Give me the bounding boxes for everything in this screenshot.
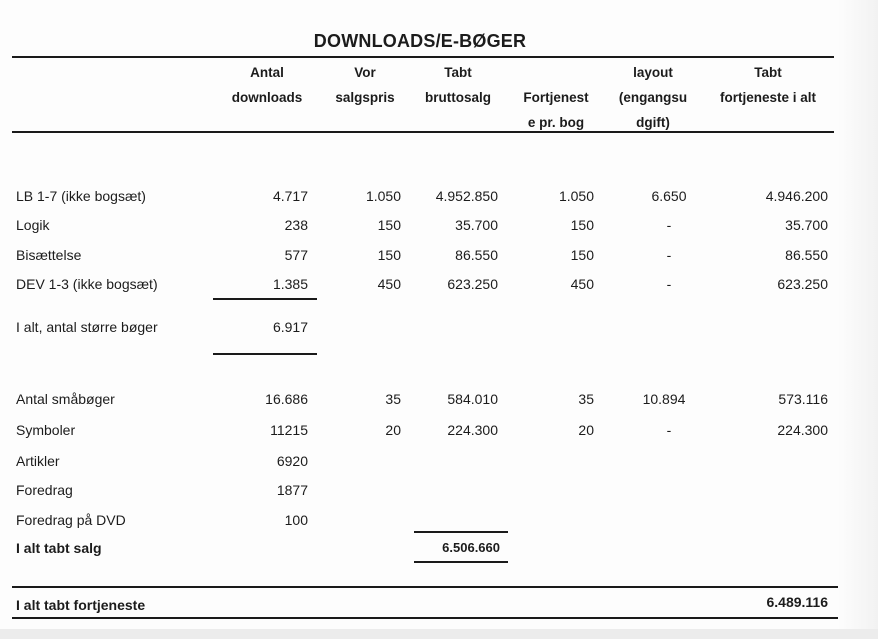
cell-fort: 1.050 xyxy=(558,188,594,204)
cell-antal: 16.686 xyxy=(265,391,308,407)
cell-tabt: 35.700 xyxy=(455,217,498,233)
subtotal-rule-bottom xyxy=(213,353,317,355)
row-label: Bisættelse xyxy=(16,247,82,263)
cell-antal: 1.385 xyxy=(272,276,308,292)
header-tabt-bruttosalg: Tabt bruttosalg xyxy=(425,65,491,105)
row-label: Logik xyxy=(16,217,50,233)
rule-under-title xyxy=(12,56,834,58)
row-label: Artikler xyxy=(16,453,60,469)
cell-tabt-fort: 4.946.200 xyxy=(765,188,828,204)
total-profit-value: 6.489.116 xyxy=(766,594,828,610)
cell-fort: 150 xyxy=(570,247,594,263)
scan-edge-bottom xyxy=(0,629,878,639)
cell-vor: 35 xyxy=(385,391,401,407)
cell-tabt-fort: 224.300 xyxy=(777,422,828,438)
header-fortjeneste-pr-bog: Fortjenest e pr. bog xyxy=(523,90,589,130)
header-antal-downloads: Antal downloads xyxy=(231,65,303,105)
cell-tabt: 623.250 xyxy=(447,276,498,292)
cell-vor: 150 xyxy=(377,217,401,233)
header-layout: layout (engangsu dgift) xyxy=(618,65,688,130)
cell-antal: 6920 xyxy=(276,453,308,469)
cell-antal: 11215 xyxy=(270,422,308,438)
total-sales-rule-top xyxy=(414,531,508,533)
final-rule-top xyxy=(12,586,838,588)
row-label: LB 1-7 (ikke bogsæt) xyxy=(16,188,146,204)
total-sales-value: 6.506.660 xyxy=(442,540,500,555)
cell-layout: - xyxy=(666,217,672,233)
cell-tabt: 224.300 xyxy=(447,422,498,438)
cell-antal: 238 xyxy=(284,217,308,233)
cell-antal: 100 xyxy=(284,512,308,528)
cell-antal: 1877 xyxy=(276,482,308,498)
row-label: Antal småbøger xyxy=(16,391,115,407)
row-label: DEV 1-3 (ikke bogsæt) xyxy=(16,276,158,292)
rule-under-header xyxy=(12,131,834,133)
cell-fort: 450 xyxy=(570,276,594,292)
cell-fort: 35 xyxy=(578,391,594,407)
final-rule-bottom xyxy=(12,617,838,619)
cell-layout: - xyxy=(666,247,672,263)
cell-vor: 450 xyxy=(377,276,401,292)
cell-vor: 150 xyxy=(377,247,401,263)
cell-fort: 150 xyxy=(570,217,594,233)
cell-tabt-fort: 623.250 xyxy=(777,276,828,292)
cell-layout: 6.650 xyxy=(651,188,687,204)
cell-tabt-fort: 86.550 xyxy=(785,247,828,263)
header-tabt-fortjeneste-i-alt: Tabt fortjeneste i alt xyxy=(719,65,817,105)
cell-tabt-fort: 573.116 xyxy=(778,391,828,407)
cell-tabt: 4.952.850 xyxy=(435,188,498,204)
cell-vor: 1.050 xyxy=(365,188,401,204)
cell-tabt: 86.550 xyxy=(455,247,498,263)
cell-vor: 20 xyxy=(385,422,401,438)
row-label: Foredrag xyxy=(16,482,73,498)
scan-edge xyxy=(838,0,878,639)
row-label: Foredrag på DVD xyxy=(16,512,126,528)
total-sales-label: I alt tabt salg xyxy=(16,540,102,556)
row-label: I alt, antal større bøger xyxy=(16,319,158,335)
cell-tabt: 584.010 xyxy=(447,391,498,407)
header-vor-salgspris: Vor salgspris xyxy=(335,65,395,105)
table-title: DOWNLOADS/E-BØGER xyxy=(313,31,527,51)
row-label: Symboler xyxy=(16,422,76,438)
cell-antal: 577 xyxy=(284,247,308,263)
cell-fort: 20 xyxy=(578,422,594,438)
total-sales-rule-bottom xyxy=(414,561,508,563)
cell-layout: - xyxy=(666,422,672,438)
cell-antal: 4.717 xyxy=(272,188,308,204)
total-profit-label: I alt tabt fortjeneste xyxy=(16,597,146,613)
cell-layout: 10.894 xyxy=(642,391,686,407)
cell-layout: - xyxy=(666,276,672,292)
cell-antal: 6.917 xyxy=(272,319,308,335)
subtotal-rule xyxy=(213,298,317,300)
cell-tabt-fort: 35.700 xyxy=(785,217,828,233)
